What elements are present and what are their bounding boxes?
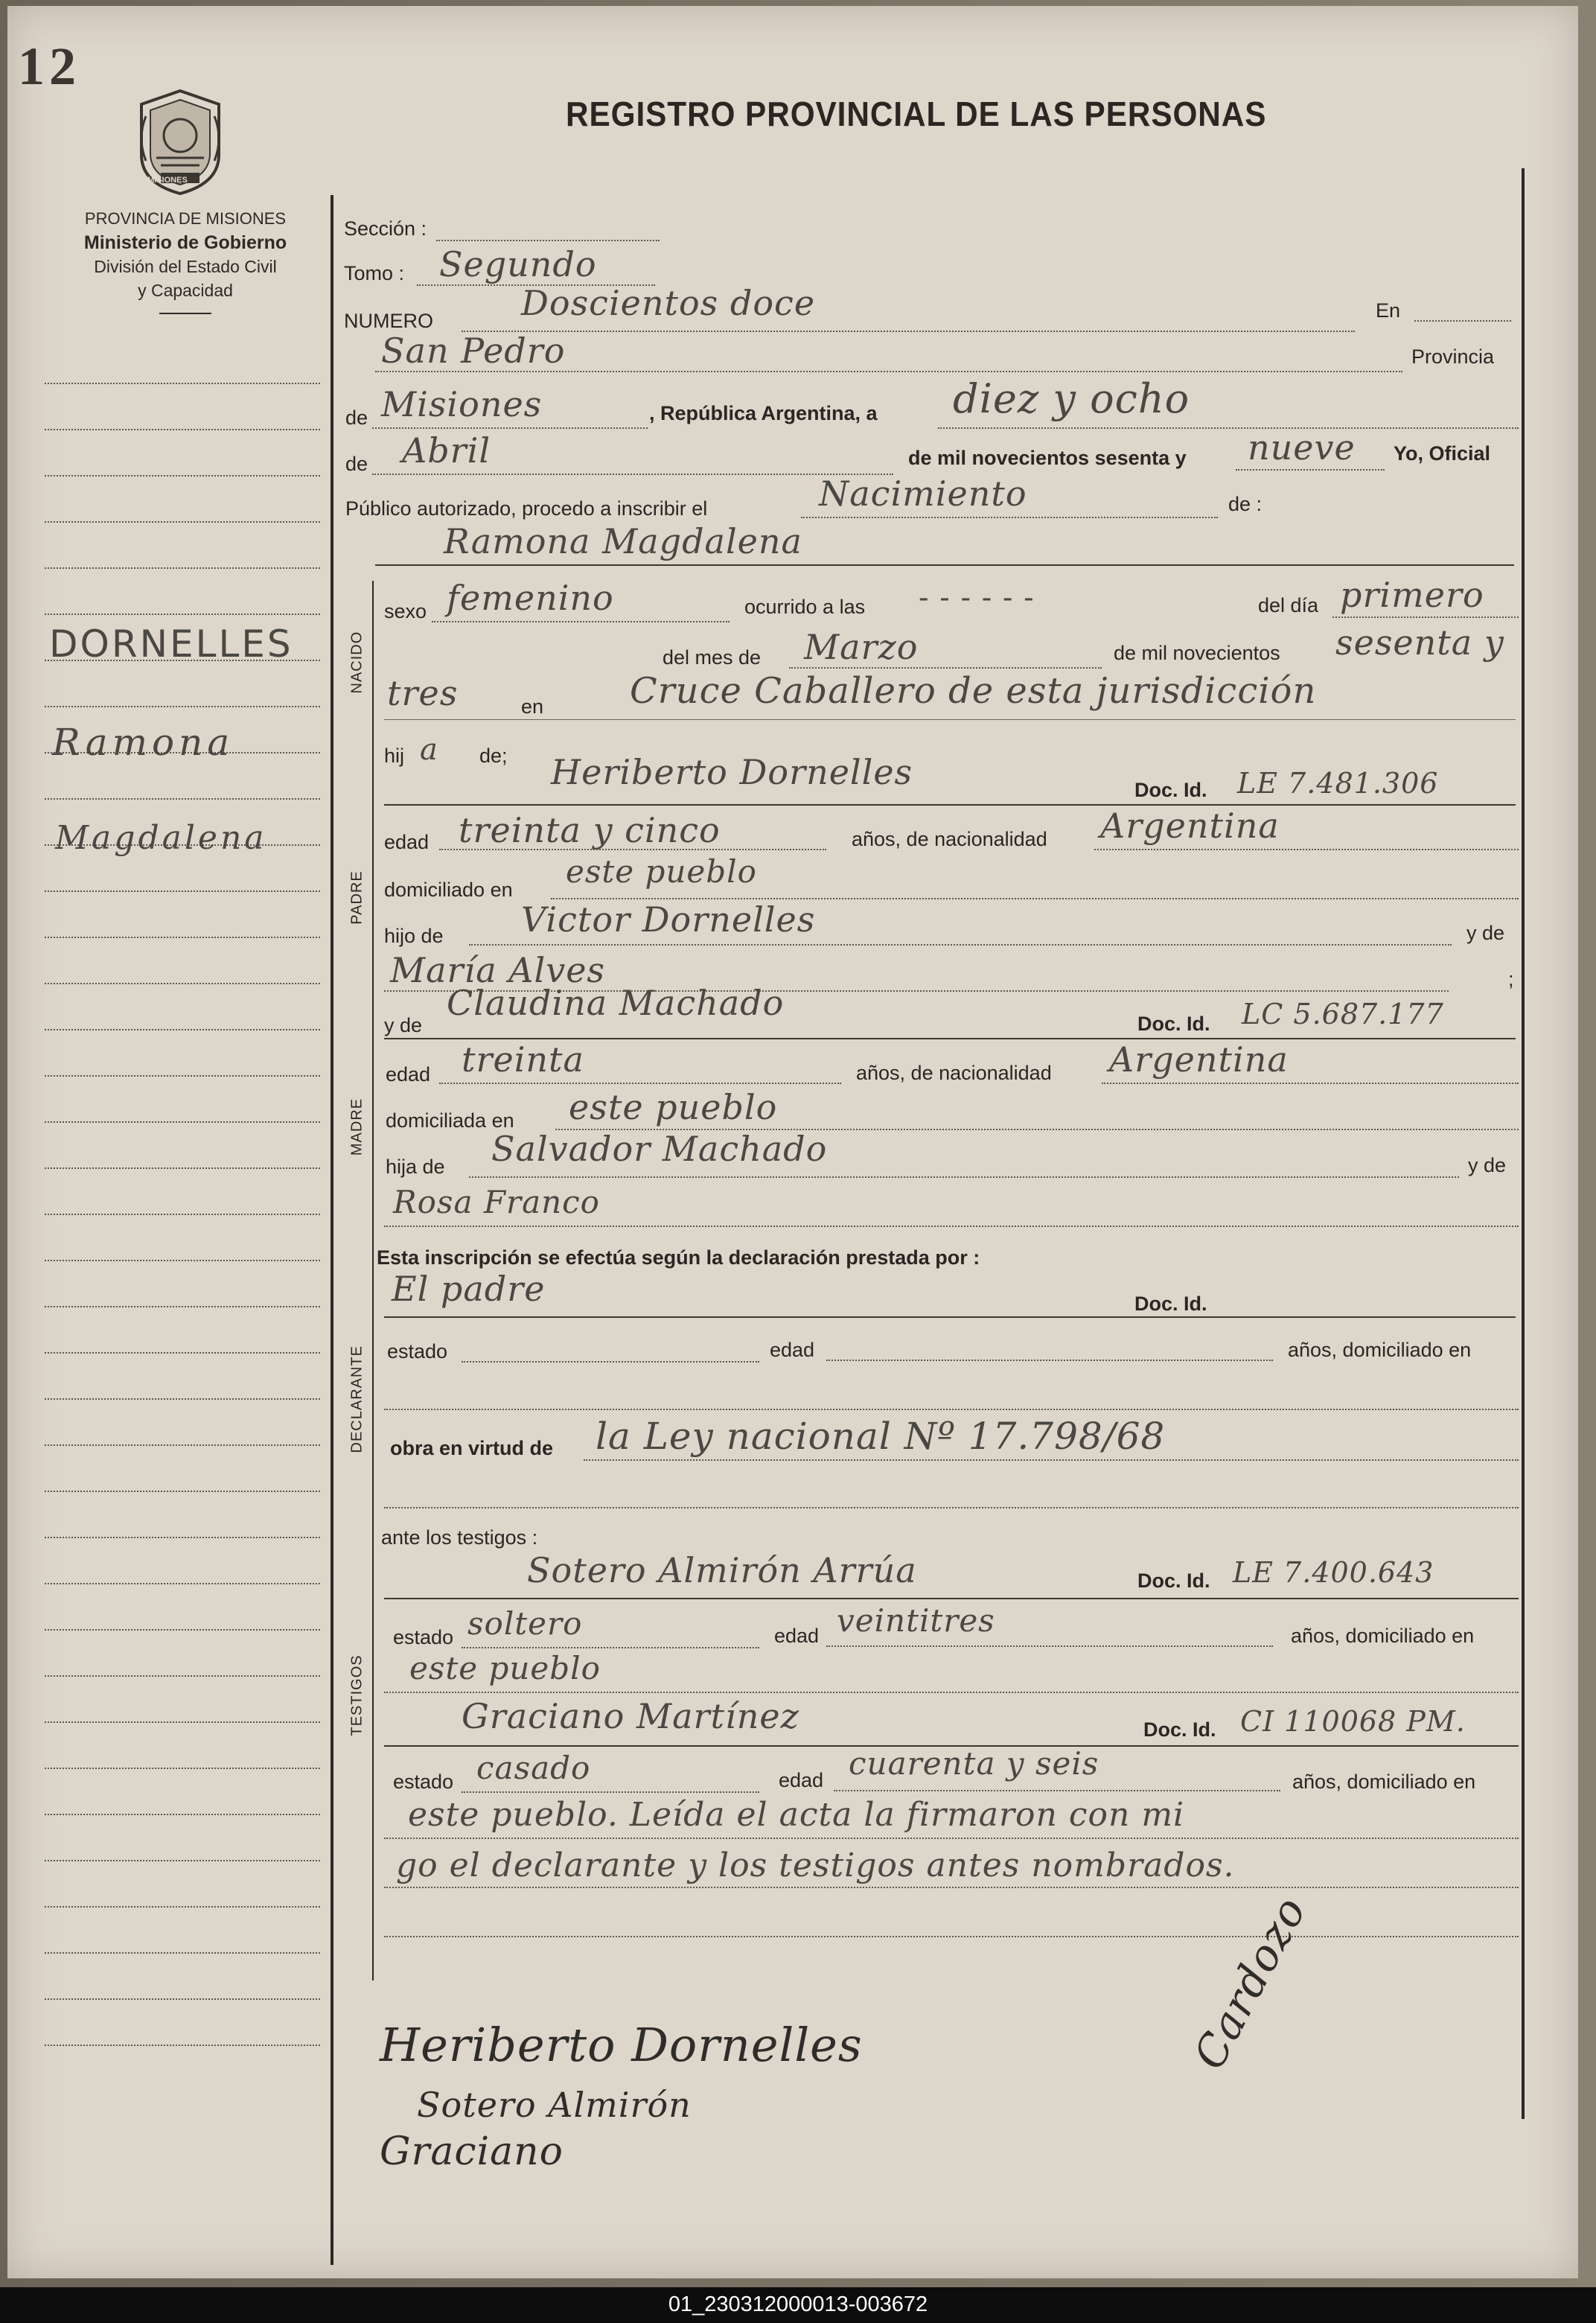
label-numero: NUMERO: [344, 310, 433, 332]
value-padre-hijo-de: Victor Dornelles: [521, 899, 816, 940]
margin-rule: [45, 706, 320, 707]
line-dia: [1332, 616, 1519, 618]
line-cierre-1: [384, 1838, 1519, 1839]
line-estado-declarante: [462, 1361, 759, 1363]
agency-line-4: y Capacidad: [138, 281, 233, 300]
value-madre-nombre: Claudina Machado: [447, 983, 785, 1023]
label-y-de-madre: y de: [384, 1014, 423, 1036]
value-anio-nac-1: sesenta y: [1335, 622, 1504, 663]
value-madre-madre: Rosa Franco: [393, 1184, 600, 1220]
label-anos-dom-testigo2: años, domiciliado en: [1292, 1771, 1476, 1793]
margin-rule: [45, 1121, 320, 1123]
line-edad-declarante: [826, 1360, 1273, 1361]
label-hij: hij: [384, 745, 405, 767]
margin-rule: [45, 1537, 320, 1538]
value-provincia: Misiones: [381, 384, 543, 424]
label-hijo-de: hijo de: [384, 925, 444, 947]
margin-rule: [45, 1491, 320, 1492]
line-nac-madre: [1102, 1083, 1519, 1084]
margin-rule: [45, 1814, 320, 1815]
line-seccion: [436, 240, 660, 241]
agency-line-1: PROVINCIA DE MISIONES: [84, 209, 287, 228]
margin-rule: [45, 1675, 320, 1677]
label-edad-madre: edad: [386, 1063, 431, 1086]
section-border: [372, 581, 374, 1981]
margin-rule: [45, 983, 320, 984]
value-madre-hija-de: Salvador Machado: [491, 1129, 828, 1169]
value-padre-nombre: Heriberto Dornelles: [551, 752, 913, 792]
margin-rule: [45, 1721, 320, 1723]
margin-rule: [45, 567, 320, 569]
line-estado-testigo1: [462, 1647, 759, 1648]
section-label-madre: MADRE: [348, 1097, 366, 1156]
margin-rule: [45, 1306, 320, 1307]
value-mes: Marzo: [804, 627, 919, 667]
value-testigo2-doc: CI 110068 PM.: [1240, 1705, 1466, 1738]
margin-rule: [45, 1998, 320, 2000]
page-number: 12: [18, 36, 80, 96]
margin-rule: [45, 1444, 320, 1446]
margin-rule: [45, 614, 320, 615]
label-yo-oficial: Yo, Oficial: [1394, 442, 1491, 465]
label-edad-declarante: edad: [770, 1339, 815, 1361]
line-testigo1: [384, 1598, 1519, 1599]
line-nac-padre: [1094, 849, 1519, 850]
label-hija-de: hija de: [386, 1156, 445, 1178]
label-y-de-padre: y de: [1466, 922, 1505, 944]
line-cierre-3: [384, 1936, 1519, 1937]
value-acto: Nacimiento: [819, 474, 1027, 514]
value-testigo1-doc: LE 7.400.643: [1233, 1556, 1434, 1589]
label-y-de-madre-2: y de: [1468, 1154, 1507, 1176]
line-nombre: [375, 564, 1514, 566]
value-testigo1-estado: soltero: [467, 1605, 583, 1642]
signature-testigo-1: Sotero Almirón: [417, 2085, 692, 2125]
label-de-padre: de;: [479, 745, 508, 767]
label-anos-dom-declarante: años, domiciliado en: [1288, 1339, 1472, 1361]
line-sexo: [432, 621, 730, 622]
value-declarante: El padre: [392, 1269, 546, 1309]
value-testigo1-edad: veintitres: [837, 1602, 995, 1639]
value-tomo: Segundo: [439, 244, 597, 284]
value-fecha-dia: diez y ocho: [953, 375, 1190, 422]
margin-rule: [45, 1214, 320, 1215]
label-doc-declarante: Doc. Id.: [1134, 1293, 1207, 1315]
line-edad-testigo2: [834, 1790, 1280, 1791]
line-provincia: [372, 427, 648, 429]
line-declarante: [384, 1316, 1516, 1318]
signature-testigo-2: Graciano: [380, 2129, 564, 2174]
label-estado-declarante: estado: [387, 1340, 448, 1363]
value-padre-dom: este pueblo: [566, 853, 757, 890]
value-madre-dom: este pueblo: [569, 1087, 778, 1127]
label-doc-padre: Doc. Id.: [1134, 779, 1207, 801]
value-numero: Doscientos doce: [521, 283, 816, 323]
footer-filename: 01_230312000013-003672: [668, 2292, 928, 2316]
signature-declarante: Heriberto Dornelles: [380, 2018, 863, 2072]
value-madre-edad: treinta: [462, 1039, 584, 1080]
margin-rule: [45, 1768, 320, 1769]
label-domiciliada: domiciliada en: [386, 1109, 514, 1132]
line-dom-testigo1: [384, 1692, 1519, 1693]
line-ley: [584, 1459, 1519, 1461]
label-edad-testigo2: edad: [779, 1769, 824, 1791]
value-padre-doc: LE 7.481.306: [1237, 767, 1439, 800]
seal-label: MISIONES: [147, 176, 188, 185]
section-label-nacido: NACIDO: [348, 631, 366, 694]
margin-rule: [45, 475, 320, 477]
label-anos-nac-padre: años, de nacionalidad: [852, 828, 1047, 850]
line-estado-testigo2: [462, 1791, 759, 1793]
line-anio-nac: [384, 719, 1516, 720]
margin-rule: [45, 1352, 320, 1354]
label-en: En: [1376, 299, 1401, 322]
label-semicolon: ;: [1508, 968, 1514, 990]
margin-rule: [45, 1398, 320, 1400]
label-mil-nov-2: de mil novecientos: [1114, 642, 1280, 664]
label-mil-nov: de mil novecientos sesenta y: [908, 447, 1187, 469]
line-acto: [801, 517, 1218, 518]
line-padre-nombre: [384, 804, 1516, 806]
label-de-provincia: de: [345, 407, 368, 429]
margin-surname: DORNELLES: [49, 622, 293, 666]
value-sexo: femenino: [447, 578, 614, 618]
label-anos-nac-madre: años, de nacionalidad: [856, 1062, 1052, 1084]
value-testigo1: Sotero Almirón Arrúa: [527, 1550, 917, 1590]
margin-rule: [45, 383, 320, 384]
line-lugar: [375, 371, 1402, 372]
label-del-dia: del día: [1258, 594, 1319, 616]
line-edad-madre: [439, 1083, 841, 1084]
left-column-border: [331, 195, 333, 2265]
line-mes: [789, 667, 1102, 669]
value-testigo2-edad: cuarenta y seis: [849, 1745, 1099, 1782]
value-padre-madre: María Alves: [390, 950, 606, 990]
margin-rule: [45, 1029, 320, 1030]
line-madre-madre: [384, 1226, 1519, 1227]
margin-rule: [45, 1952, 320, 1954]
line-dom-declarante: [384, 1409, 1519, 1410]
value-lugar-nac: Cruce Caballero de esta jurisdicción: [630, 670, 1317, 712]
label-edad-testigo1: edad: [774, 1625, 820, 1647]
label-publico: Público autorizado, procedo a inscribir el: [345, 497, 708, 520]
margin-rule: [45, 1167, 320, 1169]
value-madre-doc: LC 5.687.177: [1242, 998, 1444, 1030]
section-label-padre: PADRE: [348, 870, 366, 925]
value-anio-nac-2: tres: [387, 673, 459, 713]
value-fecha-mes: Abril: [402, 430, 491, 471]
value-testigo2-estado: casado: [476, 1750, 591, 1786]
agency-rule: [159, 313, 211, 314]
line-edad-testigo1: [826, 1645, 1273, 1647]
value-testigo2: Graciano Martínez: [462, 1696, 799, 1736]
line-numero: [462, 331, 1355, 332]
section-label-testigos: TESTIGOS: [348, 1654, 366, 1736]
line-fecha-mes: [372, 474, 893, 475]
right-border: [1522, 168, 1525, 2119]
label-domiciliado-padre: domiciliado en: [384, 879, 513, 901]
margin-rule: [45, 890, 320, 892]
value-anio: nueve: [1248, 427, 1356, 468]
label-estado-testigo1: estado: [393, 1626, 454, 1648]
margin-rule: [45, 1260, 320, 1261]
line-hija-de: [469, 1176, 1459, 1178]
line-hijo-de: [469, 944, 1452, 946]
label-del-mes: del mes de: [663, 646, 762, 669]
label-obra: obra en virtud de: [390, 1437, 554, 1459]
margin-rule: [45, 937, 320, 938]
label-edad-padre: edad: [384, 831, 430, 853]
label-anos-dom-testigo1: años, domiciliado en: [1291, 1625, 1475, 1647]
label-de-colon: de :: [1228, 493, 1263, 515]
label-sexo: sexo: [384, 600, 427, 622]
label-esta-inscripcion: Esta inscripción se efectúa según la declaración prestada por :: [377, 1246, 980, 1269]
signature-official: Cardozo: [1183, 1888, 1316, 2077]
margin-rule: [45, 1075, 320, 1077]
margin-name-2: Magdalena: [55, 819, 267, 857]
margin-rule: [45, 1860, 320, 1861]
label-seccion: Sección :: [344, 217, 427, 240]
label-estado-testigo2: estado: [393, 1771, 454, 1793]
line-fecha-dia: [938, 427, 1519, 429]
label-doc-testigo1: Doc. Id.: [1137, 1570, 1210, 1592]
label-ante-testigos: ante los testigos :: [381, 1526, 538, 1549]
value-padre-nac: Argentina: [1100, 806, 1280, 846]
value-lugar: San Pedro: [381, 331, 566, 371]
value-testigo1-dom: este pueblo: [409, 1650, 601, 1686]
margin-rule: [45, 798, 320, 800]
value-nombre: Ramona Magdalena: [444, 521, 802, 561]
margin-rule: [45, 521, 320, 523]
margin-rule: [45, 1906, 320, 1908]
value-hij-suffix: a: [420, 733, 438, 767]
label-doc-testigo2: Doc. Id.: [1143, 1718, 1216, 1741]
line-en: [1414, 320, 1511, 322]
label-en-lugar: en: [521, 695, 544, 718]
label-de-mes: de: [345, 453, 368, 475]
value-cierre-2: go el declarante y los testigos antes nombrados.: [396, 1846, 1235, 1884]
line-anio: [1236, 469, 1385, 471]
label-provincia: Provincia: [1411, 345, 1495, 368]
label-ocurrido: ocurrido a las: [744, 596, 866, 618]
label-tomo: Tomo :: [344, 262, 405, 284]
value-madre-nac: Argentina: [1109, 1039, 1289, 1080]
agency-line-2: Ministerio de Gobierno: [83, 232, 287, 253]
value-hora: - - - - - -: [919, 581, 1035, 615]
agency-block: [33, 207, 338, 314]
value-padre-edad: treinta y cinco: [459, 810, 721, 850]
margin-rule: [45, 1583, 320, 1584]
margin-rule: [45, 1629, 320, 1631]
line-ley-2: [384, 1507, 1519, 1508]
page-title: REGISTRO PROVINCIAL DE LAS PERSONAS: [566, 95, 1267, 133]
margin-rule: [45, 2045, 320, 2046]
value-dia: primero: [1340, 575, 1484, 615]
line-cierre-2: [384, 1887, 1519, 1888]
margin-name-1: Ramona: [52, 721, 234, 764]
section-label-declarante: DECLARANTE: [348, 1345, 366, 1453]
value-ley: la Ley nacional Nº 17.798/68: [596, 1415, 1166, 1458]
value-cierre-1: este pueblo. Leída el acta la firmaron con mi: [408, 1796, 1185, 1834]
label-doc-madre: Doc. Id.: [1137, 1013, 1210, 1035]
agency-line-3: División del Estado Civil: [94, 257, 277, 276]
label-republica: , República Argentina, a: [649, 402, 878, 424]
margin-rule: [45, 429, 320, 430]
